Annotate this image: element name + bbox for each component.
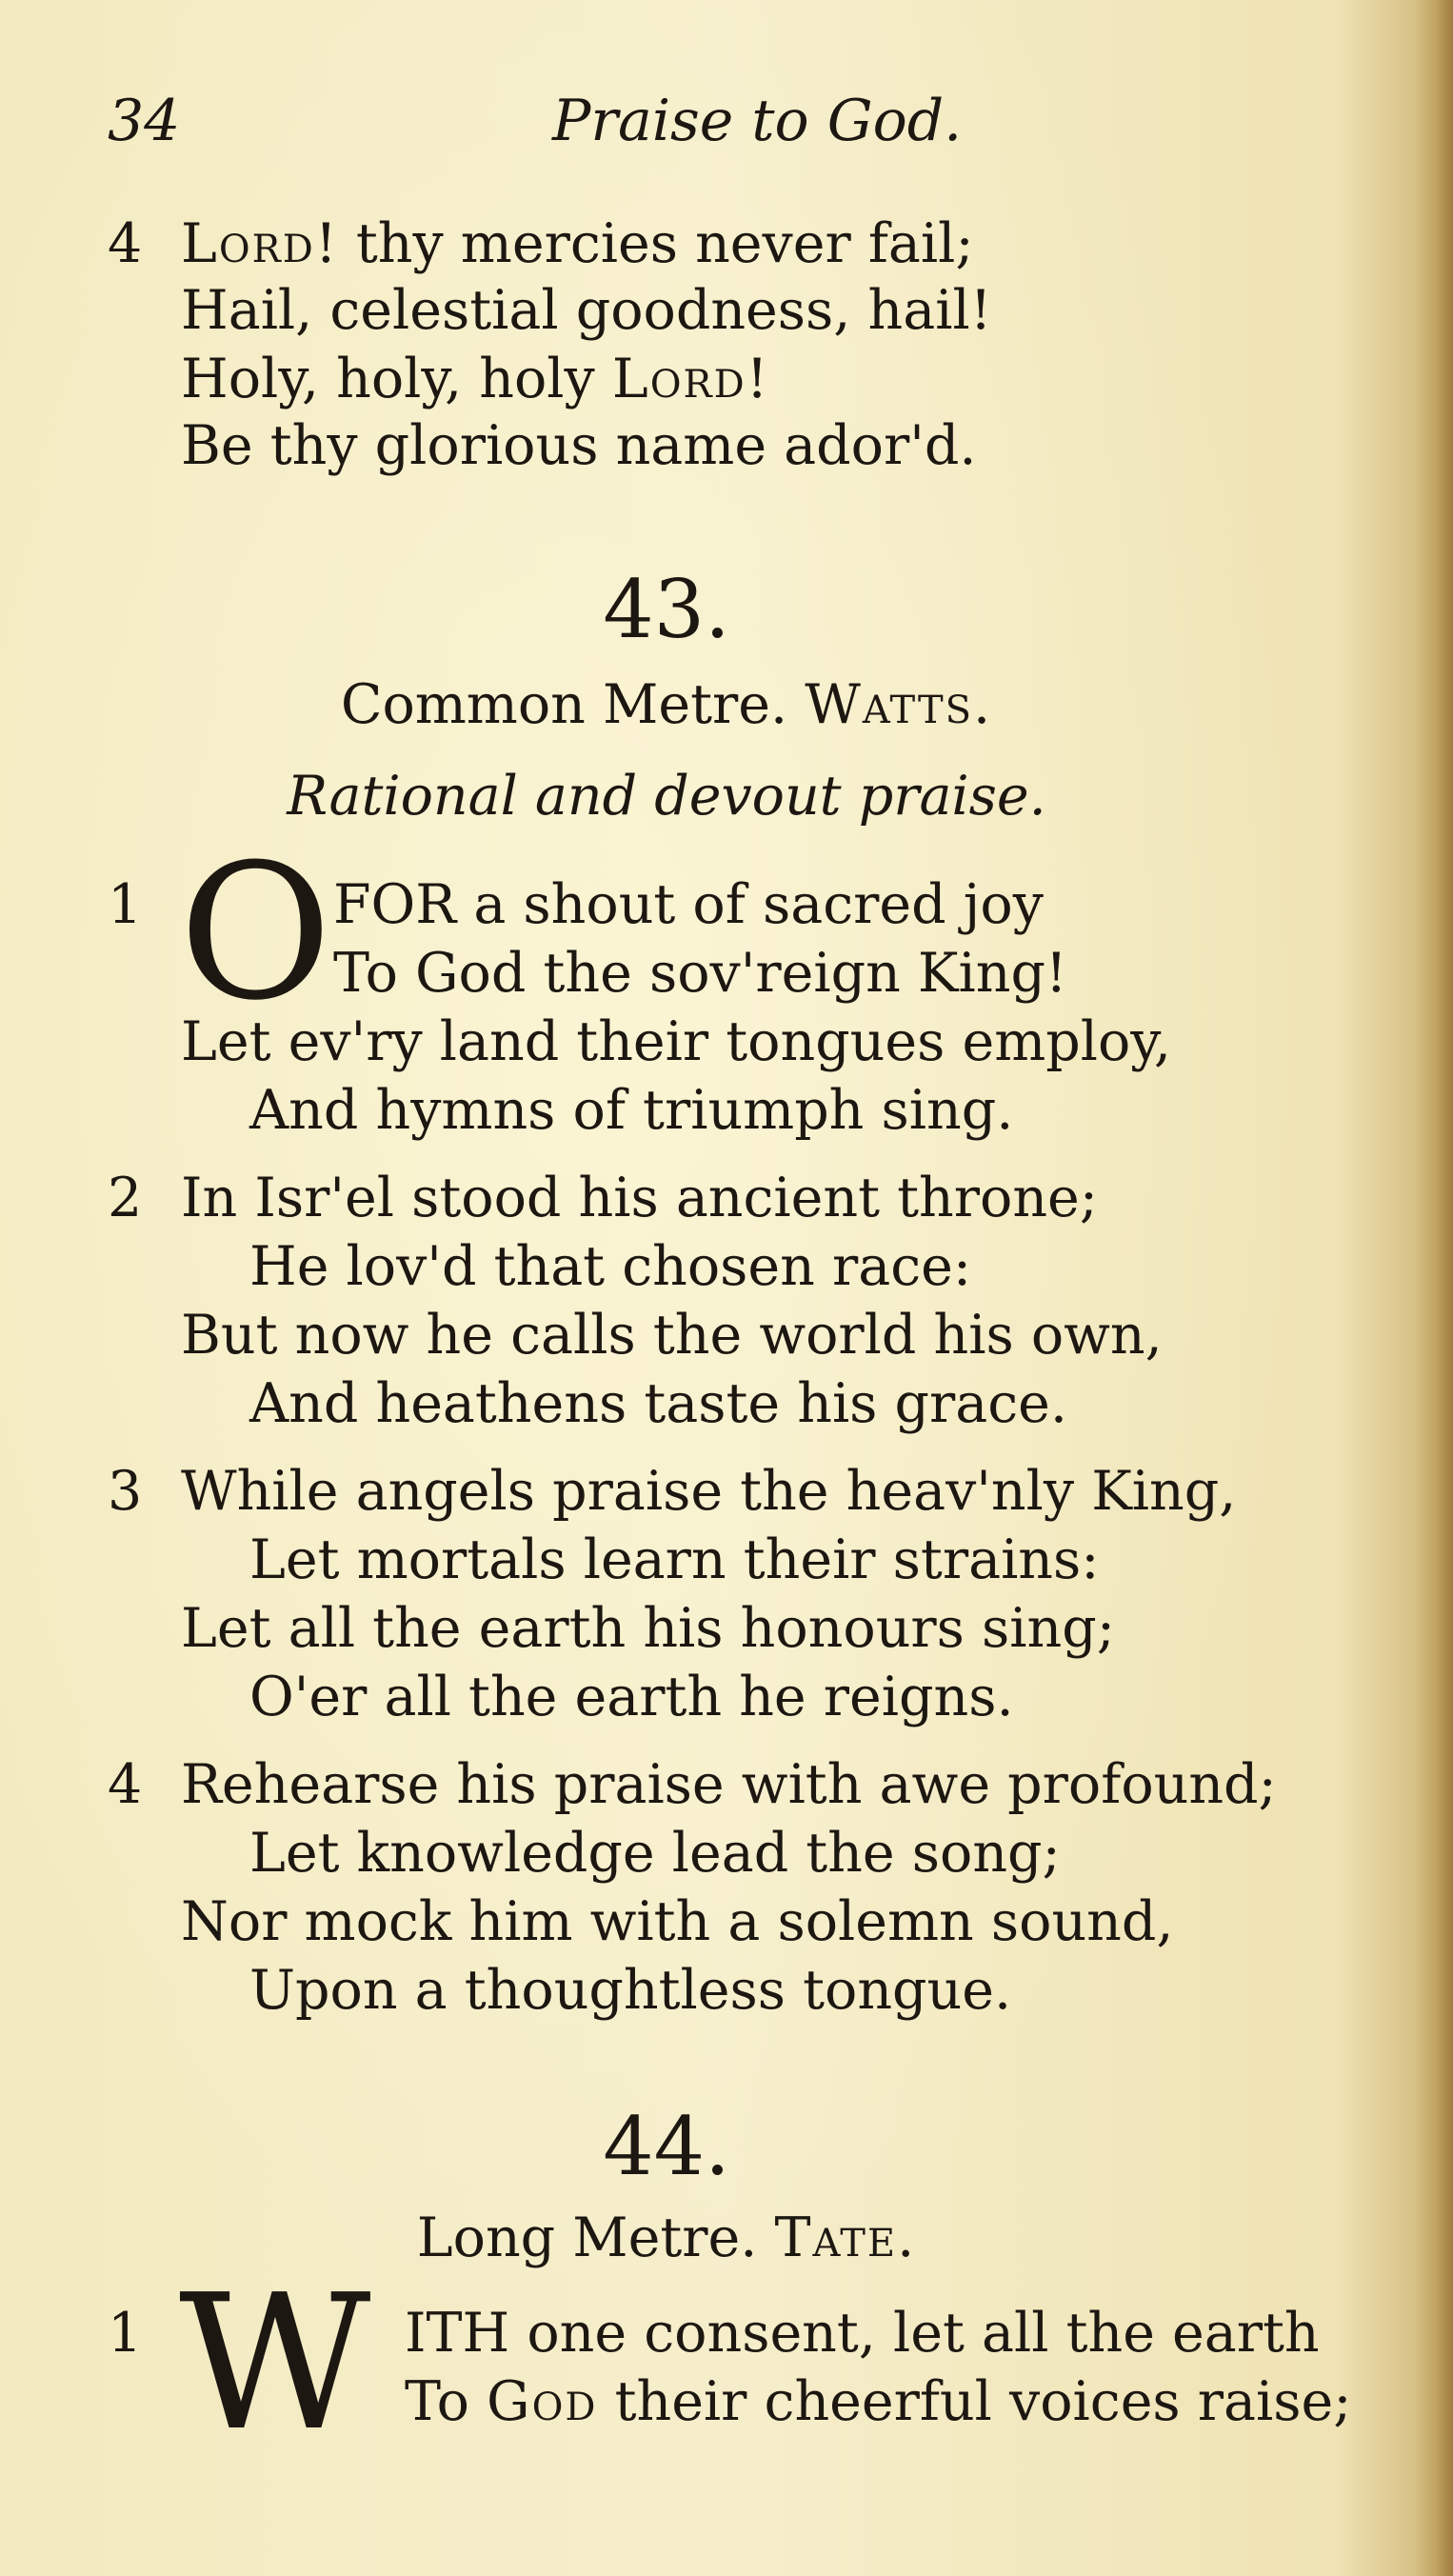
verse-line-text: To [405,2370,469,2433]
hymn-number: 44. [603,2100,730,2193]
verse-line-text: Holy, holy, holy [181,348,595,410]
running-head [0,88,1453,164]
verse-number: 3 [108,1460,143,1523]
page-edge-shading [1415,0,1453,2576]
verse-line [405,2370,1352,2433]
verse-line: Let ev'ry land their tongues employ, [181,1010,1172,1073]
verse-line: And heathens taste his grace. [249,1372,1068,1435]
verse-line: Let all the earth his honours sing; [181,1597,1115,1660]
verse-line: FOR a shout of sacred joy [333,873,1044,936]
hymn-author: Tate. [774,2207,917,2269]
verse-line: But now he calls the world his own, [181,1304,1163,1367]
verse-line: ITH one consent, let all the earth [405,2302,1320,2365]
drop-cap: O [179,825,332,1042]
page-number: 34 [108,88,181,154]
verse-line: Nor mock him with a solemn sound, [181,1890,1174,1953]
verse-line: Let knowledge lead the song; [249,1822,1061,1885]
verse-line: He lov'd that chosen race: [249,1235,972,1298]
hymn-number: 43. [603,563,730,656]
lord-word: Lord! [181,212,339,275]
god-word: God [487,2370,598,2433]
verse-number: 2 [108,1167,143,1229]
running-title: Praise to God. [552,88,963,154]
hymn-meter [0,673,1333,736]
verse-line [181,212,974,275]
verse-number: 4 [108,1753,143,1816]
verse-line [181,348,770,410]
hymn-author: Watts. [805,673,993,736]
meter-name: Long Metre. [416,2207,758,2269]
drop-cap: W [179,2255,371,2472]
verse-line: Rehearse his praise with awe profound; [181,1753,1277,1816]
lord-word: Lord! [611,348,770,410]
verse-line: O'er all the earth he reigns. [249,1666,1014,1728]
verse-line-text: their cheerful voices raise; [614,2370,1352,2433]
verse-line: Upon a thoughtless tongue. [249,1959,1012,2022]
verse-line-text: thy mercies never fail; [355,212,974,275]
verse-number: 1 [108,2302,143,2365]
verse-line: While angels praise the heav'nly King, [181,1460,1237,1523]
verse-number: 4 [108,212,143,275]
meter-name: Common Metre. [340,673,788,736]
verse-number: 1 [108,873,143,936]
hymn-subject: Rational and devout praise. [287,765,1046,828]
verse-line: Be thy glorious name ador'd. [181,414,977,477]
verse-line: In Isr'el stood his ancient throne; [181,1167,1098,1229]
verse-line: And hymns of triumph sing. [249,1079,1014,1142]
verse-line: Hail, celestial goodness, hail! [181,279,992,342]
verse-line: Let mortals learn their strains: [249,1528,1100,1591]
verse-line: To God the sov'reign King! [333,942,1067,1005]
